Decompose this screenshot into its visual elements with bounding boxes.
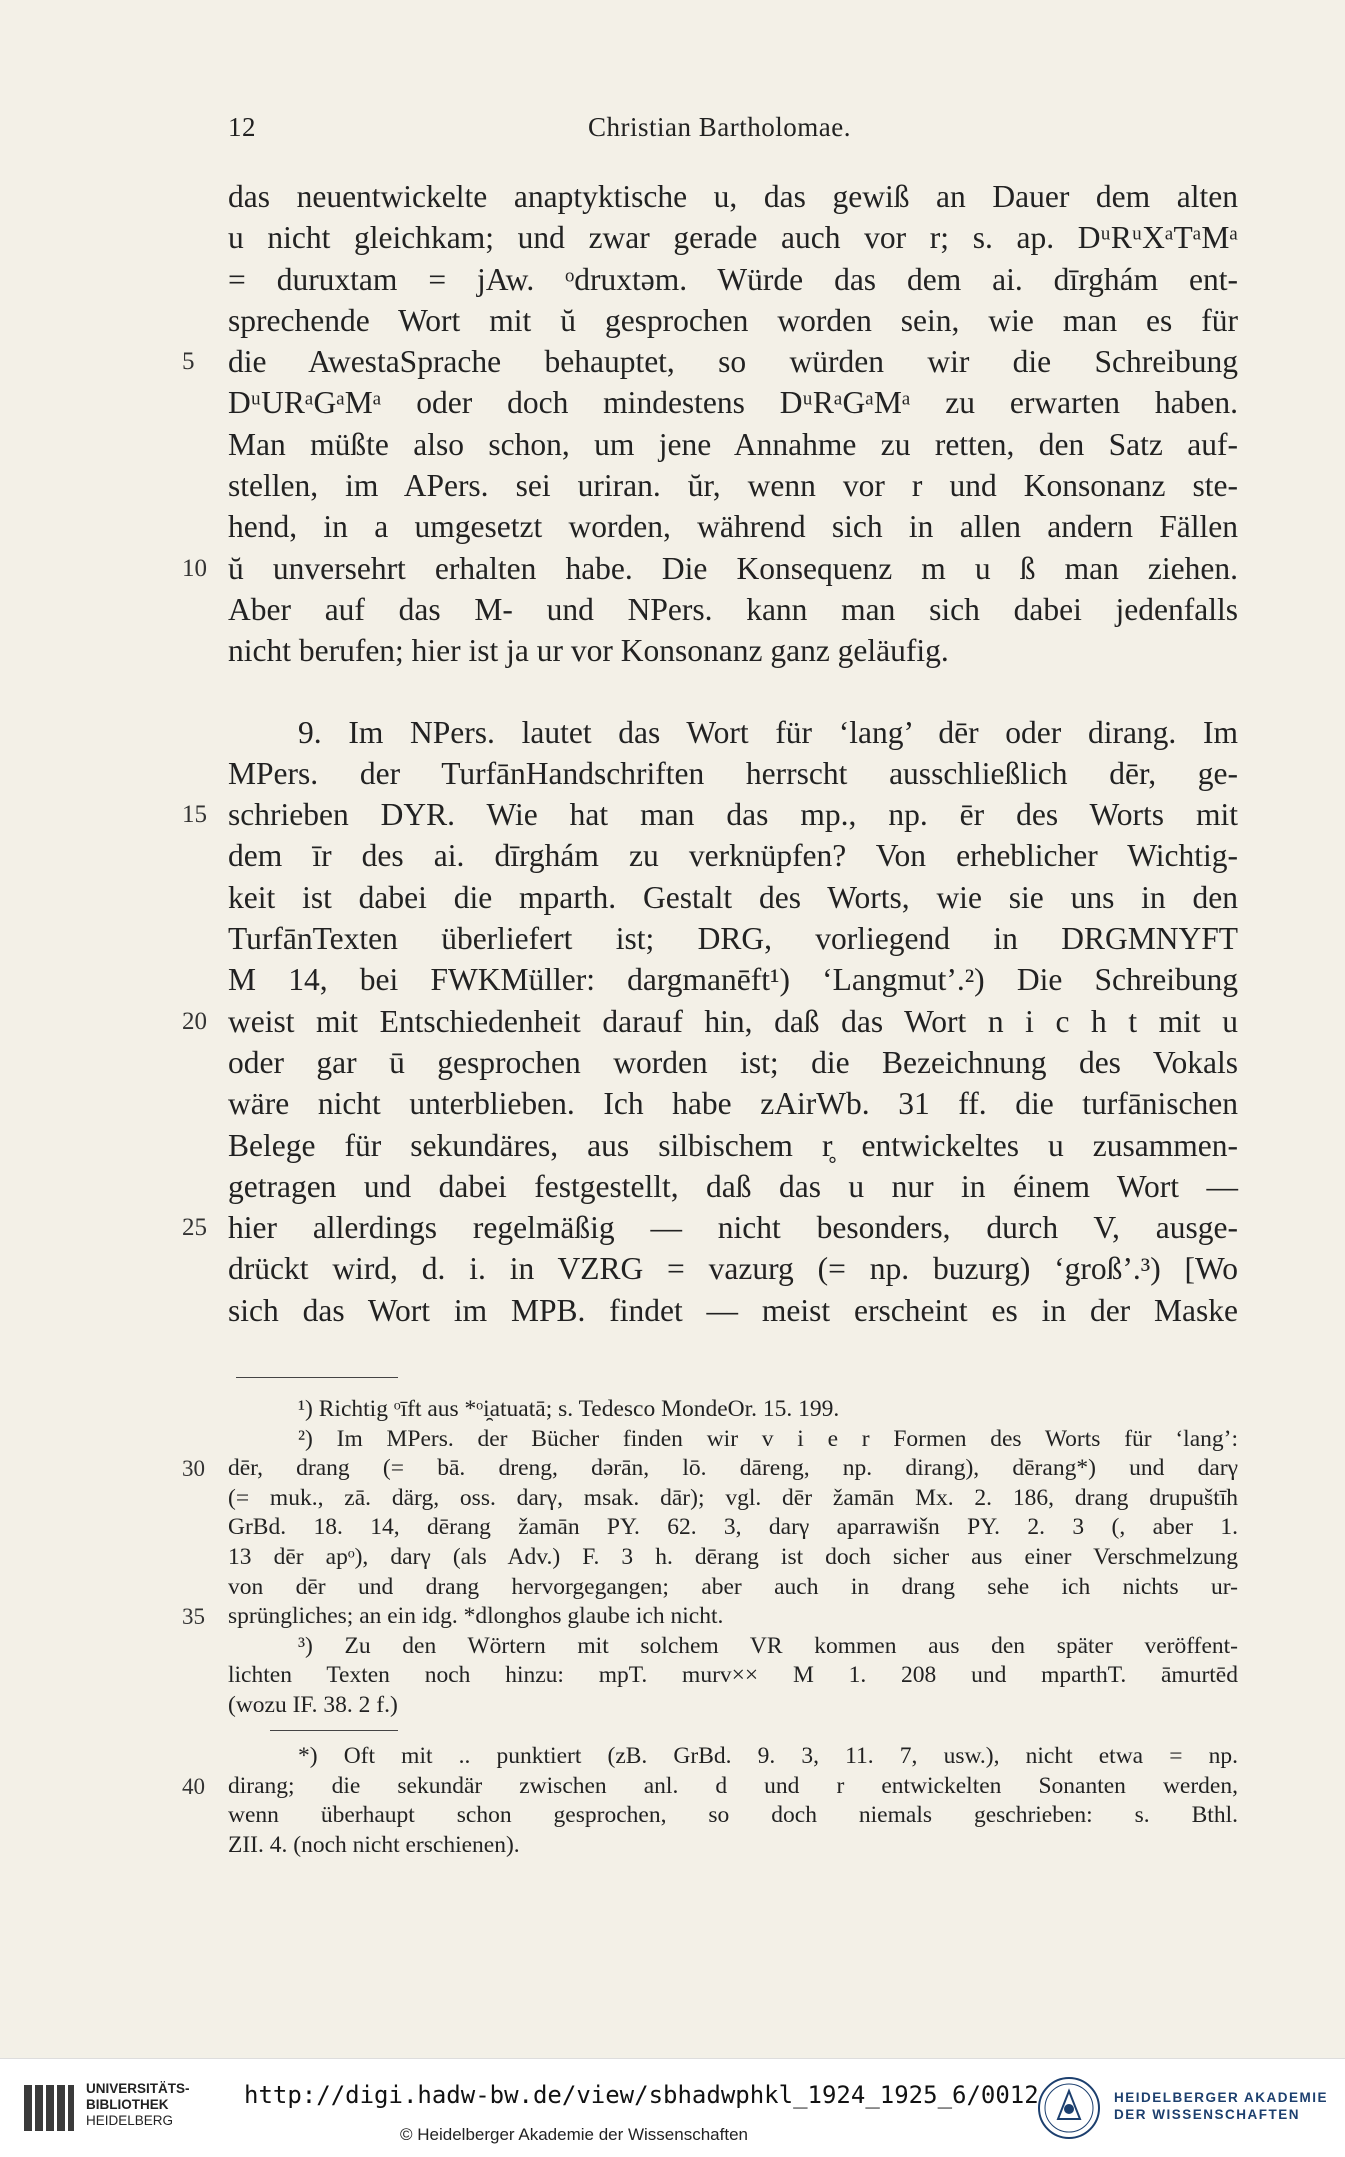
copyright-notice: © Heidelberger Akademie der Wissenschaften xyxy=(400,2125,748,2144)
footnote-line xyxy=(228,1691,1238,1721)
text-line xyxy=(228,1042,1238,1083)
body-text xyxy=(182,176,1238,1331)
footnote-line xyxy=(228,1742,1238,1772)
line-text: MPers. der TurfānHandschriften herrscht ausschließlich dēr, ge- xyxy=(228,755,1238,791)
text-line xyxy=(182,341,1238,382)
university-library-name xyxy=(86,2081,190,2129)
line-number: 10 xyxy=(182,554,207,582)
text-line xyxy=(228,259,1238,300)
line-text: nicht berufen; hier ist ja ur vor Konsonanz ganz geläufig. xyxy=(228,633,949,669)
text-line xyxy=(228,300,1238,341)
academy-seal-icon xyxy=(1036,2075,1102,2141)
page-number: 12 xyxy=(228,112,256,142)
line-text: ³) Zu den Wörtern mit solchem VR kommen aus den später veröffent- xyxy=(298,1632,1238,1659)
ub-line-1: UNIVERSITÄTS- xyxy=(86,2081,190,2096)
line-text: hend, in a umgesetzt worden, während sich in allen andern Fällen xyxy=(228,509,1238,545)
text-line xyxy=(228,1248,1238,1289)
text-line xyxy=(228,1290,1238,1331)
text-line xyxy=(228,753,1238,794)
footnote-line xyxy=(228,1573,1238,1603)
line-text: von dēr und drang hervorgegangen; aber auch in drang sehe ich nichts ur- xyxy=(228,1573,1238,1600)
text-line xyxy=(228,835,1238,876)
paragraph-gap xyxy=(228,672,1238,712)
line-text: die AwestaSprache behauptet, so würden wir die Schreibung xyxy=(228,344,1238,380)
academy-line-2: DER WISSENSCHAFTEN xyxy=(1114,2107,1301,2122)
line-number: 30 xyxy=(182,1456,205,1482)
footnote-line xyxy=(228,1831,1238,1861)
footnote-separator-secondary xyxy=(270,1730,398,1731)
footnote-line xyxy=(182,1602,1238,1632)
line-number: 35 xyxy=(182,1604,205,1630)
line-text: (wozu IF. 38. 2 f.) xyxy=(228,1691,398,1718)
line-text: stellen, im APers. sei uriran. ŭr, wenn vor r und Konsonanz ste- xyxy=(228,468,1238,504)
footnote-separator xyxy=(236,1377,398,1378)
line-number: 40 xyxy=(182,1773,205,1799)
footnote-line xyxy=(228,1484,1238,1514)
text-line xyxy=(182,1207,1238,1248)
text-line xyxy=(228,217,1238,258)
text-line xyxy=(228,630,1238,671)
ub-line-3: HEIDELBERG xyxy=(86,2113,174,2128)
line-text: lichten Texten noch hinzu: mpT. murv×× M 1. 208 und mparthT. āmurtēd xyxy=(228,1662,1238,1689)
footnotes xyxy=(182,1395,1238,1721)
academy-name xyxy=(1114,2089,1328,2123)
text-line xyxy=(182,794,1238,835)
line-text: 13 dēr apᵒ), darγ (als Adv.) F. 3 h. dērang ist doch sicher aus einer Verschmelzung xyxy=(228,1543,1238,1570)
line-text: keit ist dabei die mparth. Gestalt des Worts, wie sie uns in den xyxy=(228,879,1238,915)
footnote-line xyxy=(228,1661,1238,1691)
footnote-line xyxy=(182,1772,1238,1802)
line-text: *) Oft mit .. punktiert (zB. GrBd. 9. 3, 11. 7, usw.), nicht etwa = np. xyxy=(298,1743,1238,1769)
line-text: oder gar ū gesprochen worden ist; die Bezeichnung des Vokals xyxy=(228,1044,1238,1080)
line-text: TurfānTexten überliefert ist; DRG, vorliegend in DRGMNYFT xyxy=(228,921,1238,957)
line-text: ²) Im MPers. der Bücher finden wir v i e r Formen des Worts für ‘lang’: xyxy=(298,1425,1238,1452)
academy-line-1: HEIDELBERGER AKADEMIE xyxy=(1114,2090,1329,2105)
text-line xyxy=(228,506,1238,547)
line-text: weist mit Entschiedenheit darauf hin, daß das Wort n i c h t mit u xyxy=(228,1003,1238,1039)
line-text: dēr, drang (= bā. dreng, dərān, lō. dāreng, np. dirang), dērang*) und darγ xyxy=(228,1455,1238,1482)
line-text: u nicht gleichkam; und zwar gerade auch vor r; s. ap. DᵘRᵘXᵃTᵃMᵃ xyxy=(228,220,1238,256)
text-line xyxy=(228,1125,1238,1166)
university-library-logo-icon xyxy=(20,2079,78,2137)
line-text: M 14, bei FWKMüller: dargmanēft¹) ‘Langmut’.²) Die Schreibung xyxy=(228,962,1238,998)
line-text: Man müßte also schon, um jene Annahme zu retten, den Satz auf- xyxy=(228,426,1238,462)
running-head xyxy=(228,112,1238,152)
line-text: GrBd. 18. 14, dērang žamān PY. 62. 3, darγ aparrawišn PY. 2. 3 (, aber 1. xyxy=(228,1514,1238,1541)
line-text: dem īr des ai. dīrghám zu verknüpfen? Von erheblicher Wichtig- xyxy=(228,838,1238,874)
line-text: drückt wird, d. i. in VZRG = vazurg (= np. buzurg) ‘groß’.³) [Wo xyxy=(228,1251,1238,1287)
line-text: hier allerdings regelmäßig — nicht besonders, durch V, ausge- xyxy=(228,1210,1238,1246)
line-text: 9. Im NPers. lautet das Wort für ‘lang’ dēr oder dirang. Im xyxy=(298,714,1238,750)
ub-line-2: BIBLIOTHEK xyxy=(86,2097,169,2112)
text-line xyxy=(228,465,1238,506)
text-line xyxy=(228,424,1238,465)
line-text: (= muk., zā. därg, oss. darγ, msak. dār); vgl. dēr žamān Mx. 2. 186, drang drupuštīh xyxy=(228,1484,1238,1511)
line-text: Belege für sekundäres, aus silbischem r̥ entwickeltes u zusammen- xyxy=(228,1127,1238,1163)
line-text: sprüngliches; an ein idg. *dlonghos glaube ich nicht. xyxy=(228,1603,724,1630)
text-line xyxy=(182,1001,1238,1042)
line-text: wenn überhaupt schon gesprochen, so doch niemals geschrieben: s. Bthl. xyxy=(228,1802,1238,1829)
text-line xyxy=(228,382,1238,423)
line-text: schrieben DYR. Wie hat man das mp., np. ēr des Worts mit xyxy=(228,797,1238,833)
line-number: 25 xyxy=(182,1214,207,1242)
footnote-line xyxy=(228,1395,1238,1425)
footnote-line xyxy=(228,1513,1238,1543)
line-text: das neuentwickelte anaptyktische u, das gewiß an Dauer dem alten xyxy=(228,179,1238,214)
footnotes-secondary xyxy=(182,1742,1238,1860)
footnote-line xyxy=(228,1543,1238,1573)
line-text: Aber auf das M- und NPers. kann man sich dabei jedenfalls xyxy=(228,591,1238,627)
line-text: sprechende Wort mit ŭ gesprochen worden sein, wie man es für xyxy=(228,302,1238,338)
text-line xyxy=(182,548,1238,589)
text-line xyxy=(228,176,1238,217)
text-line xyxy=(228,1166,1238,1207)
text-line xyxy=(228,1083,1238,1124)
line-number: 15 xyxy=(182,801,207,829)
line-text: = duruxtam = jAw. ᵒdruxtəm. Würde das dem ai. dīrghám ent- xyxy=(228,261,1238,297)
text-line xyxy=(228,712,1238,753)
line-number: 5 xyxy=(182,348,195,376)
text-line xyxy=(228,877,1238,918)
footer-bar xyxy=(0,2058,1345,2157)
permalink-url[interactable]: http://digi.hadw-bw.de/view/sbhadwphkl_1924_1925_6/0012 xyxy=(244,2081,1039,2109)
footnote-line xyxy=(228,1632,1238,1662)
line-text: DᵘURᵃGᵃMᵃ oder doch mindestens DᵘRᵃGᵃMᵃ zu erwarten haben. xyxy=(228,385,1238,421)
text-line xyxy=(228,918,1238,959)
line-text: ¹) Richtig ᵒīft aus *ᵒi̯atuatā; s. Tedesco MondeOr. 15. 199. xyxy=(298,1396,840,1422)
line-text: ZII. 4. (noch nicht erschienen). xyxy=(228,1831,520,1858)
line-number: 20 xyxy=(182,1007,207,1035)
footnote-line xyxy=(182,1454,1238,1484)
footnote-line xyxy=(228,1801,1238,1831)
line-text: ŭ unversehrt erhalten habe. Die Konsequenz m u ß man ziehen. xyxy=(228,550,1238,586)
line-text: sich das Wort im MPB. findet — meist erscheint es in der Maske xyxy=(228,1292,1238,1328)
line-text: wäre nicht unterblieben. Ich habe zAirWb. 31 ff. die turfānischen xyxy=(228,1086,1238,1122)
text-line xyxy=(228,959,1238,1000)
footnote-line xyxy=(228,1425,1238,1455)
line-text: getragen und dabei festgestellt, daß das u nur in éinem Wort — xyxy=(228,1168,1238,1204)
line-text: dirang; die sekundär zwischen anl. d und r entwickelten Sonanten werden, xyxy=(228,1772,1238,1799)
text-line xyxy=(228,589,1238,630)
running-title: Christian Bartholomae. xyxy=(588,112,851,142)
